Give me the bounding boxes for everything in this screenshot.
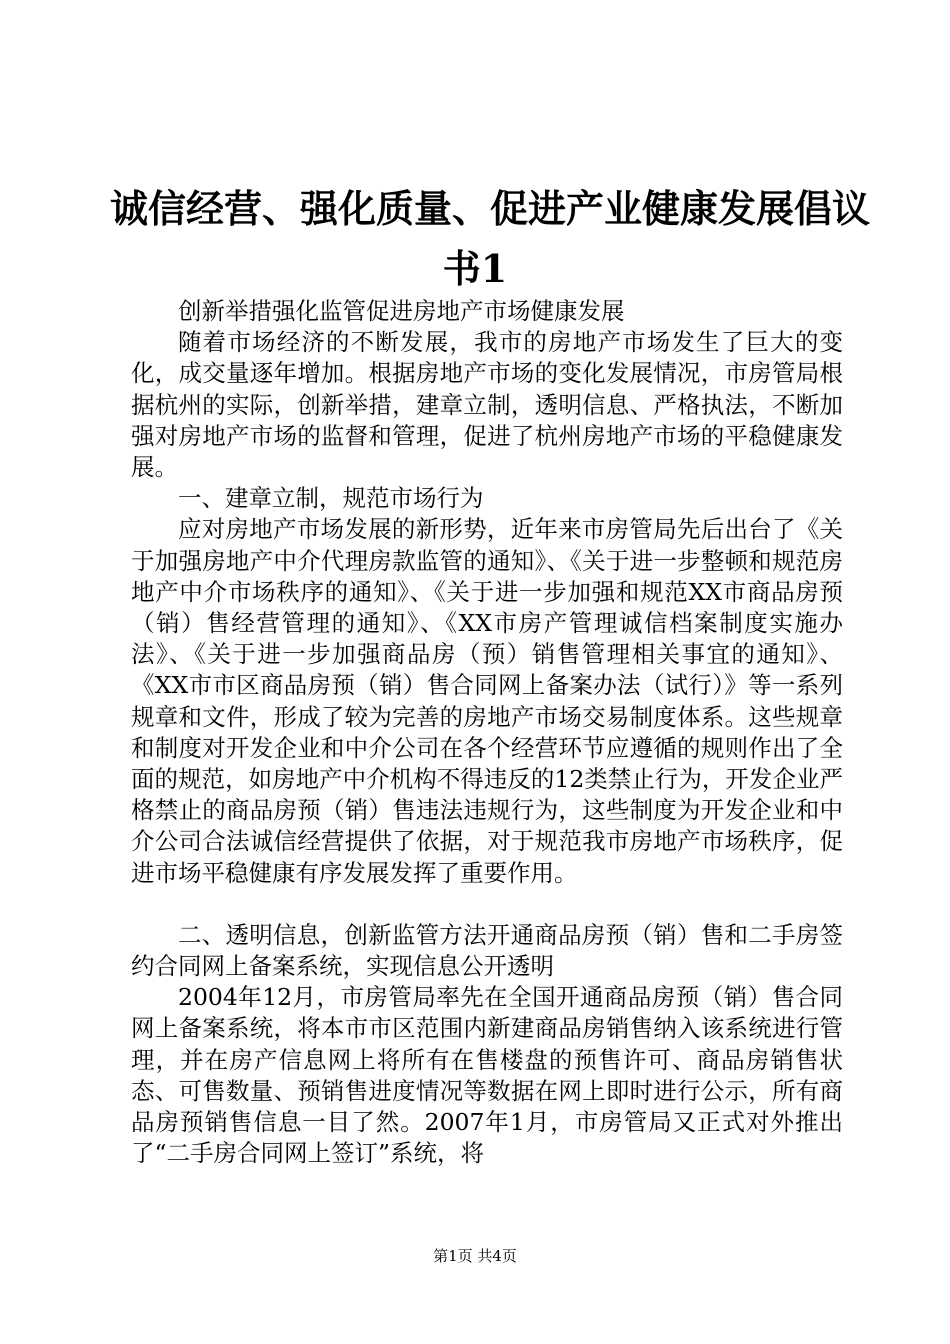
section-1-paragraph: 应对房地产市场发展的新形势，近年来市房管局先后出台了《关于加强房地产中介代理房款监管的通知》、《关于进一步整顿和规范房地产中介市场秩序的通知》、《关于进一步加强和规范XX市商品房预（销）售经营管理的通知》、《XX市房产管理诚信档案制度实施办法》、《关于进一步加强商品房（预）销售管理相关事宜的通知》、《XX市市区商品房预（销）售合同网上备案办法（试行）》等一系列规章和文件，形成了较为完善的房地产市场交易制度体系。这些规章和制度对开发企业和中介公司在各个经营环节应遵循的规则作出了全面的规范，如房地产中介机构不得违反的12类禁止行为，开发企业严格禁止的商品房预（销）售违法违规行为，这些制度为开发企业和中介公司合法诚信经营提供了依据，对于规范我市房地产市场秩序，促进市场平稳健康有序发展发挥了重要作用。	[131, 515, 843, 887]
subtitle-paragraph: 创新举措强化监管促进房地产市场健康发展	[178, 297, 625, 325]
document-title-line-2: 书1	[442, 246, 508, 291]
section-heading-2: 二、透明信息，创新监管方法开通商品房预（销）售和二手房签约合同网上备案系统，实现信息公开透明	[131, 920, 843, 981]
section-heading-1: 一、建章立制，规范市场行为	[178, 484, 484, 513]
intro-paragraph: 随着市场经济的不断发展，我市的房地产市场发生了巨大的变化，成交量逐年增加。根据房地产市场的变化发展情况，市房管局根据杭州的实际，创新举措，建章立制，透明信息、严格执法，不断加强对房地产市场的监督和管理，促进了杭州房地产市场的平稳健康发展。	[131, 328, 843, 482]
document-title-line-1: 诚信经营、强化质量、促进产业健康发展倡议	[110, 186, 871, 231]
page-footer: 第1页 共4页	[433, 1247, 517, 1265]
section-2-paragraph: 2004年12月，市房管局率先在全国开通商品房预（销）售合同网上备案系统，将本市市区范围内新建商品房销售纳入该系统进行管理，并在房产信息网上将所有在售楼盘的预售许可、商品房销售状态、可售数量、预销售进度情况等数据在网上即时进行公示，所有商品房预销售信息一目了然。2007年1月，市房管局又正式对外推出了“二手房合同网上签订”系统，将	[131, 983, 843, 1168]
document-body	[131, 296, 843, 1169]
